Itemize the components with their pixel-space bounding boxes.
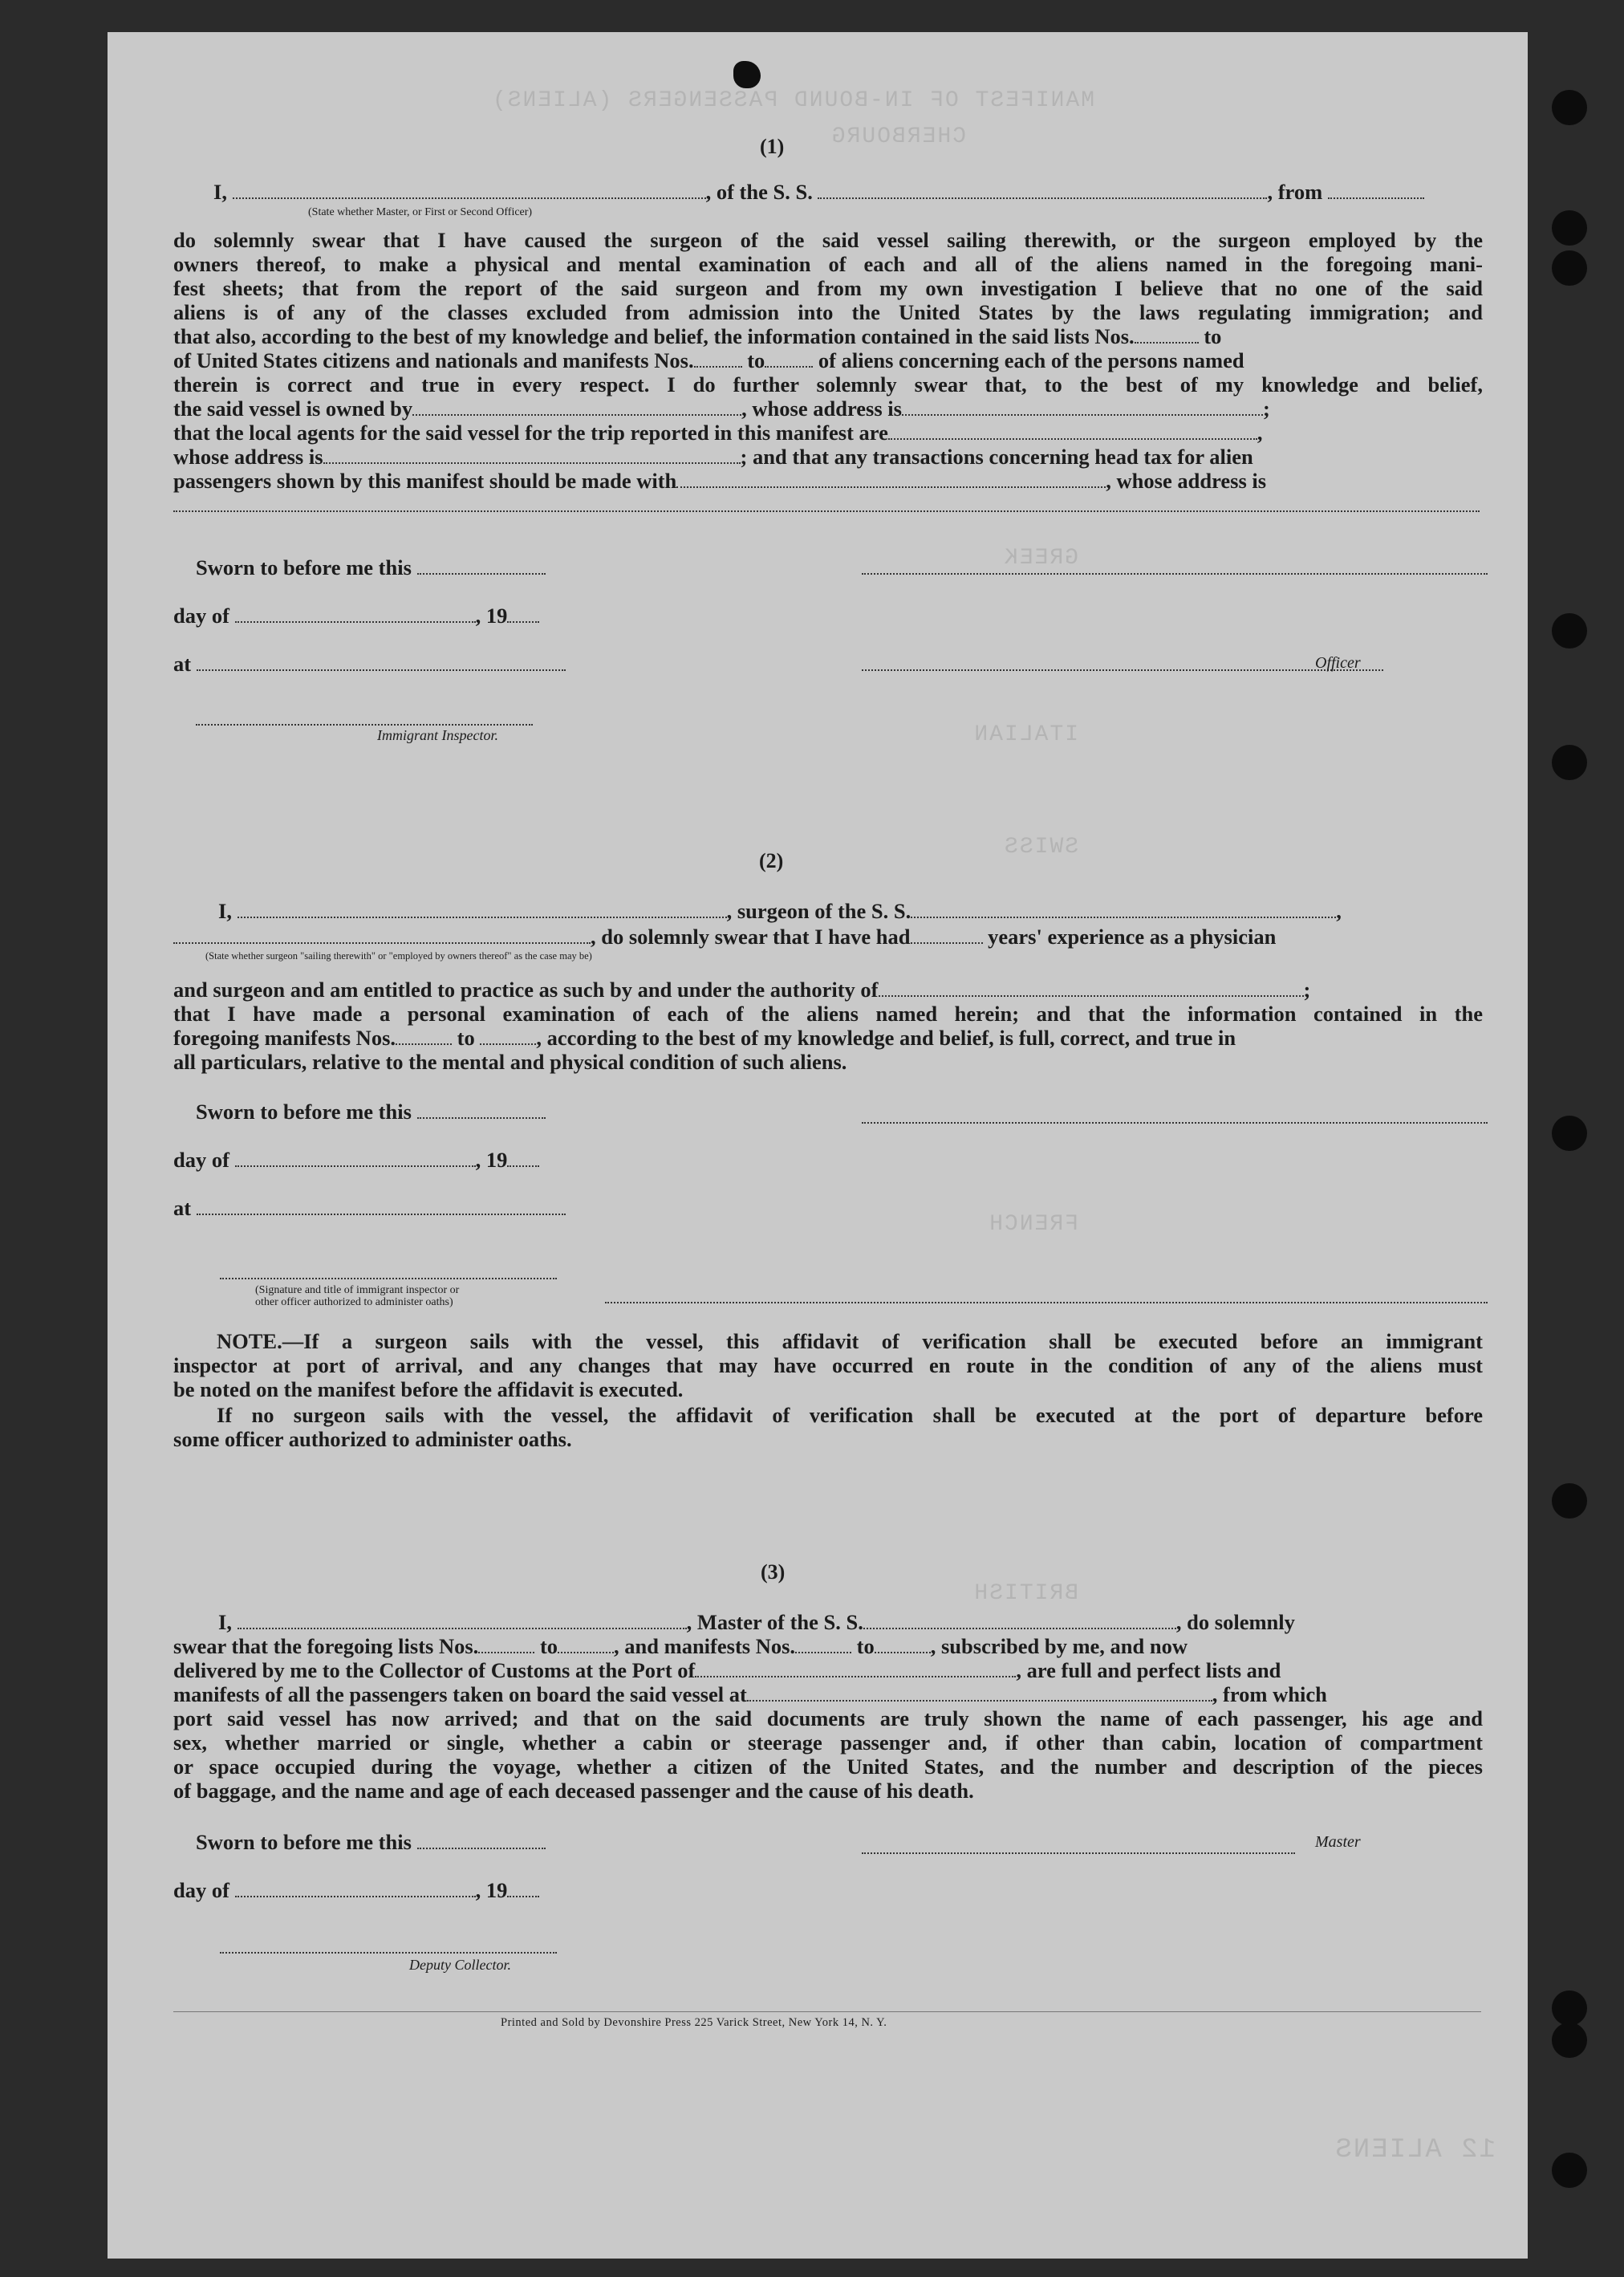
punch-hole <box>1552 613 1587 649</box>
s3-line-5: port said vessel has now arrived; and that on the said documents are truly shown the name of each passenger, his age and <box>173 1706 1483 1730</box>
punch-hole <box>1552 1990 1587 2026</box>
s3-line-4: manifests of all the passengers taken on board the said vessel at , from which <box>173 1682 1327 1706</box>
s1-state-note: (State whether Master, or First or Second Officer) <box>308 206 533 218</box>
s2-line-3: that I have made a personal examination of each of the aliens named herein; and that the information contained in the <box>173 1002 1483 1026</box>
s3-deputy-label: Deputy Collector. <box>409 1957 511 1973</box>
s3-sworn: Sworn to before me this <box>196 1830 546 1854</box>
s2-sig-note-2: other officer authorized to administer oaths) <box>255 1296 453 1308</box>
s1-line-11: passengers shown by this manifest should be made with , whose address is <box>173 469 1267 493</box>
s2-state-note: (State whether surgeon "sailing therewith" or "employed by owners thereof" as the case may be) <box>205 950 592 962</box>
ink-blot <box>733 61 761 88</box>
note-line-3: be noted on the manifest before the affidavit is executed. <box>173 1377 684 1401</box>
punch-hole <box>1552 90 1587 125</box>
s3-first-line: I, , Master of the S. S. , do solemnly <box>218 1610 1295 1634</box>
s3-day-of: day of , 19 <box>173 1878 539 1902</box>
punch-hole <box>1552 2023 1587 2058</box>
s3-line-7: or space occupied during the voyage, whether a citizen of the United States, and the number and description of the pieces <box>173 1755 1483 1779</box>
s1-line-9: that the local agents for the said vessel for the trip reported in this manifest are , <box>173 421 1263 445</box>
show-through-background: MANIFEST OF IN-BOUND PASSENGERS (ALIENS) CHERBOURG GREEK ITALIAN SWISS FRENCH BRITISH 12 ALIENS <box>490 88 1496 2165</box>
s2-sig-note-1: (Signature and title of immigrant inspector or <box>255 1284 460 1296</box>
s3-master-label: Master <box>1315 1833 1361 1851</box>
punch-hole <box>1552 1483 1587 1519</box>
punch-hole <box>1552 2153 1587 2188</box>
s2-line-4: foregoing manifests Nos. to , according to the best of my knowledge and belief, is full, correct, and true in <box>173 1026 1236 1050</box>
s1-at: at <box>173 652 566 676</box>
s2-first-line: I, , surgeon of the S. S. , <box>218 899 1342 923</box>
printer-credit: Printed and Sold by Devonshire Press 225 Varick Street, New York 14, N. Y. <box>501 2016 887 2029</box>
s1-line-10: whose address is ; and that any transactions concerning head tax for alien <box>173 445 1253 469</box>
punch-hole <box>1552 210 1587 246</box>
s1-inspector-label: Immigrant Inspector. <box>377 727 498 743</box>
punch-hole <box>1552 745 1587 780</box>
footer-rule <box>173 2011 1481 2012</box>
section-1-number: (1) <box>760 135 785 158</box>
s1-line-8: the said vessel is owned by , whose address is ; <box>173 396 1270 421</box>
s1-sworn: Sworn to before me this <box>196 555 546 579</box>
s2-sworn: Sworn to before me this <box>196 1100 546 1124</box>
note-line-5: some officer authorized to administer oaths. <box>173 1427 572 1451</box>
s1-line-5: that also, according to the best of my knowledge and belief, the information contained in the said lists Nos. to <box>173 324 1222 348</box>
s3-line-8: of baggage, and the name and age of each deceased passenger and the cause of his death. <box>173 1779 974 1803</box>
note-line-4: If no surgeon sails with the vessel, the affidavit of verification shall be executed at the port of departure before <box>217 1403 1483 1427</box>
s2-line-5: all particulars, relative to the mental and physical condition of such aliens. <box>173 1050 847 1074</box>
note-line-1: NOTE.—If a surgeon sails with the vessel, this affidavit of verification shall be executed before an immigrant <box>217 1329 1483 1353</box>
s1-line-6: of United States citizens and nationals and manifests Nos. to of aliens concerning each of the persons named <box>173 348 1244 372</box>
note-line-2: inspector at port of arrival, and any changes that may have occurred en route in the condition of any of the aliens must <box>173 1353 1483 1377</box>
s3-line-2: swear that the foregoing lists Nos. to , and manifests Nos. to , subscribed by me, and now <box>173 1634 1188 1658</box>
punch-hole <box>1552 250 1587 286</box>
document-page <box>108 32 1528 2259</box>
s1-day-of: day of , 19 <box>173 604 539 628</box>
punch-hole <box>1552 1116 1587 1151</box>
s2-line-2: and surgeon and am entitled to practice as such by and under the authority of ; <box>173 978 1311 1002</box>
s2-second-line: , do solemnly swear that I have had years' experience as a physician <box>173 925 1276 949</box>
s3-line-3: delivered by me to the Collector of Customs at the Port of , are full and perfect lists and <box>173 1658 1281 1682</box>
s1-line-1: do solemnly swear that I have caused the surgeon of the said vessel sailing therewith, or the surgeon employed by the <box>173 228 1483 252</box>
s1-line-3: fest sheets; that from the report of the said surgeon and from my own investigation I believe that no one of the said <box>173 276 1483 300</box>
s1-line-4: aliens is of any of the classes excluded from admission into the United States by the laws regulating immigration; and <box>173 300 1483 324</box>
s2-at: at <box>173 1196 566 1220</box>
section-2-number: (2) <box>759 849 784 872</box>
s1-officer-label: Officer <box>1315 654 1361 672</box>
s1-first-line: I, , of the S. S. , from <box>213 180 1483 204</box>
section-3-number: (3) <box>761 1560 786 1584</box>
s1-line-7: therein is correct and true in every respect. I do further solemnly swear that, to the best of my knowledge and belief, <box>173 372 1483 396</box>
s1-line-2: owners thereof, to make a physical and mental examination of each and all of the aliens named in the foregoing mani- <box>173 252 1483 276</box>
s2-day-of: day of , 19 <box>173 1148 539 1172</box>
s3-line-6: sex, whether married or single, whether a cabin or steerage passenger and, if other than cabin, location of compartment <box>173 1730 1483 1755</box>
